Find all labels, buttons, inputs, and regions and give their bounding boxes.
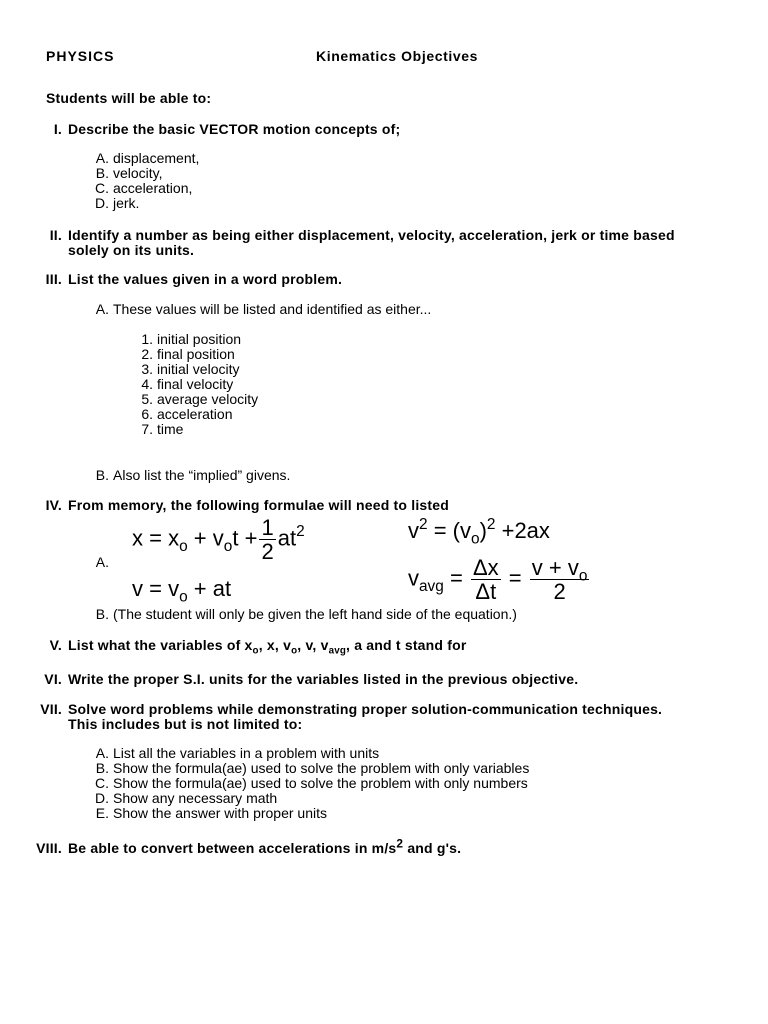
list-item: A. List all the variables in a problem with units [95,745,380,761]
objective-number: VII. [40,701,62,717]
objective-5: V. List what the variables of $x_o$, x, $v_o$, v, $v_{avg}$, a and t stand for [46,637,467,653]
objective-number: V. [49,637,62,653]
formula-label-a: A. [95,554,109,570]
list-item: D. jerk. [95,195,140,211]
formula-velocity-squared: $v^2 = (v_o)^2 +2ax$ [408,515,550,548]
list-item: 7. time [141,421,184,437]
objective-text: Solve word problems while demonstrating proper solution-communication techniques. [68,701,663,717]
objective-number: IV. [45,497,62,513]
objective-1-list [89,151,199,211]
formula-average-velocity: $v_{avg}$ = $\frac{\Delta x}{\Delta t}$ = $\frac{v + v_o}{2}$ [408,555,588,605]
list-item: C. Show the formula(ae) used to solve the problem with only numbers [95,775,528,791]
list-item: 4. final velocity [141,376,234,392]
list-item: B. Show the formula(ae) used to solve the problem with only variables [95,760,530,776]
objective-text: Identify a number as being either displacement, velocity, acceleration, jerk or time based [68,227,675,243]
objective-3-item-b: B. Also list the “implied” givens. [95,467,291,483]
objective-3-item-a: A. These values will be listed and identified as either... [95,301,432,317]
objective-text: Describe the basic VECTOR motion concepts of; [68,121,401,137]
list-item: A. displacement, [95,150,200,166]
formula-position: $x = x_o + v_ot$ + $\frac{1}{2}$ $at^2$ [132,515,305,565]
objective-7-list [89,746,529,821]
objective-4 [40,497,449,513]
objective-number: VI. [44,671,62,687]
objective-number: III. [45,271,62,287]
list-item: C. acceleration, [95,180,193,196]
objective-text: Write the proper S.I. units for the variables listed in the previous objective. [68,671,579,687]
objective-1 [46,121,400,137]
formula-note: B. (The student will only be given the left hand side of the equation.) [95,606,517,622]
objective-2-continued: solely on its units. [68,242,195,258]
list-item: 2. final position [141,346,235,362]
subject-label: PHYSICS [46,48,115,64]
objective-text: List the values given in a word problem. [68,271,343,287]
list-item: 1. initial position [141,331,242,347]
objective-number: II. [49,227,62,243]
list-item: D. Show any necessary math [95,790,278,806]
list-item: 6. acceleration [141,406,233,422]
objective-6 [40,671,578,687]
objective-3 [40,271,342,287]
list-item: 5. average velocity [141,391,259,407]
objective-8: VIII. Be able to convert between accelerations in $m/s^2$ and g's. [31,840,461,856]
list-item: B. velocity, [95,165,163,181]
formula-velocity: $v = v_o$ + at [132,576,232,606]
objective-7 [35,701,662,717]
objective-7-continued: This includes but is not limited to: [68,716,303,732]
list-item: E. Show the answer with proper units [95,805,327,821]
values-list [131,332,258,437]
objective-number: VIII. [36,840,62,856]
page-title: Kinematics Objectives [316,48,478,64]
intro-text: Students will be able to: [46,90,212,106]
objective-2 [46,227,675,243]
objective-text: From memory, the following formulae will need to listed [68,497,450,513]
list-item: 3. initial velocity [141,361,240,377]
objective-number: I. [53,121,62,137]
